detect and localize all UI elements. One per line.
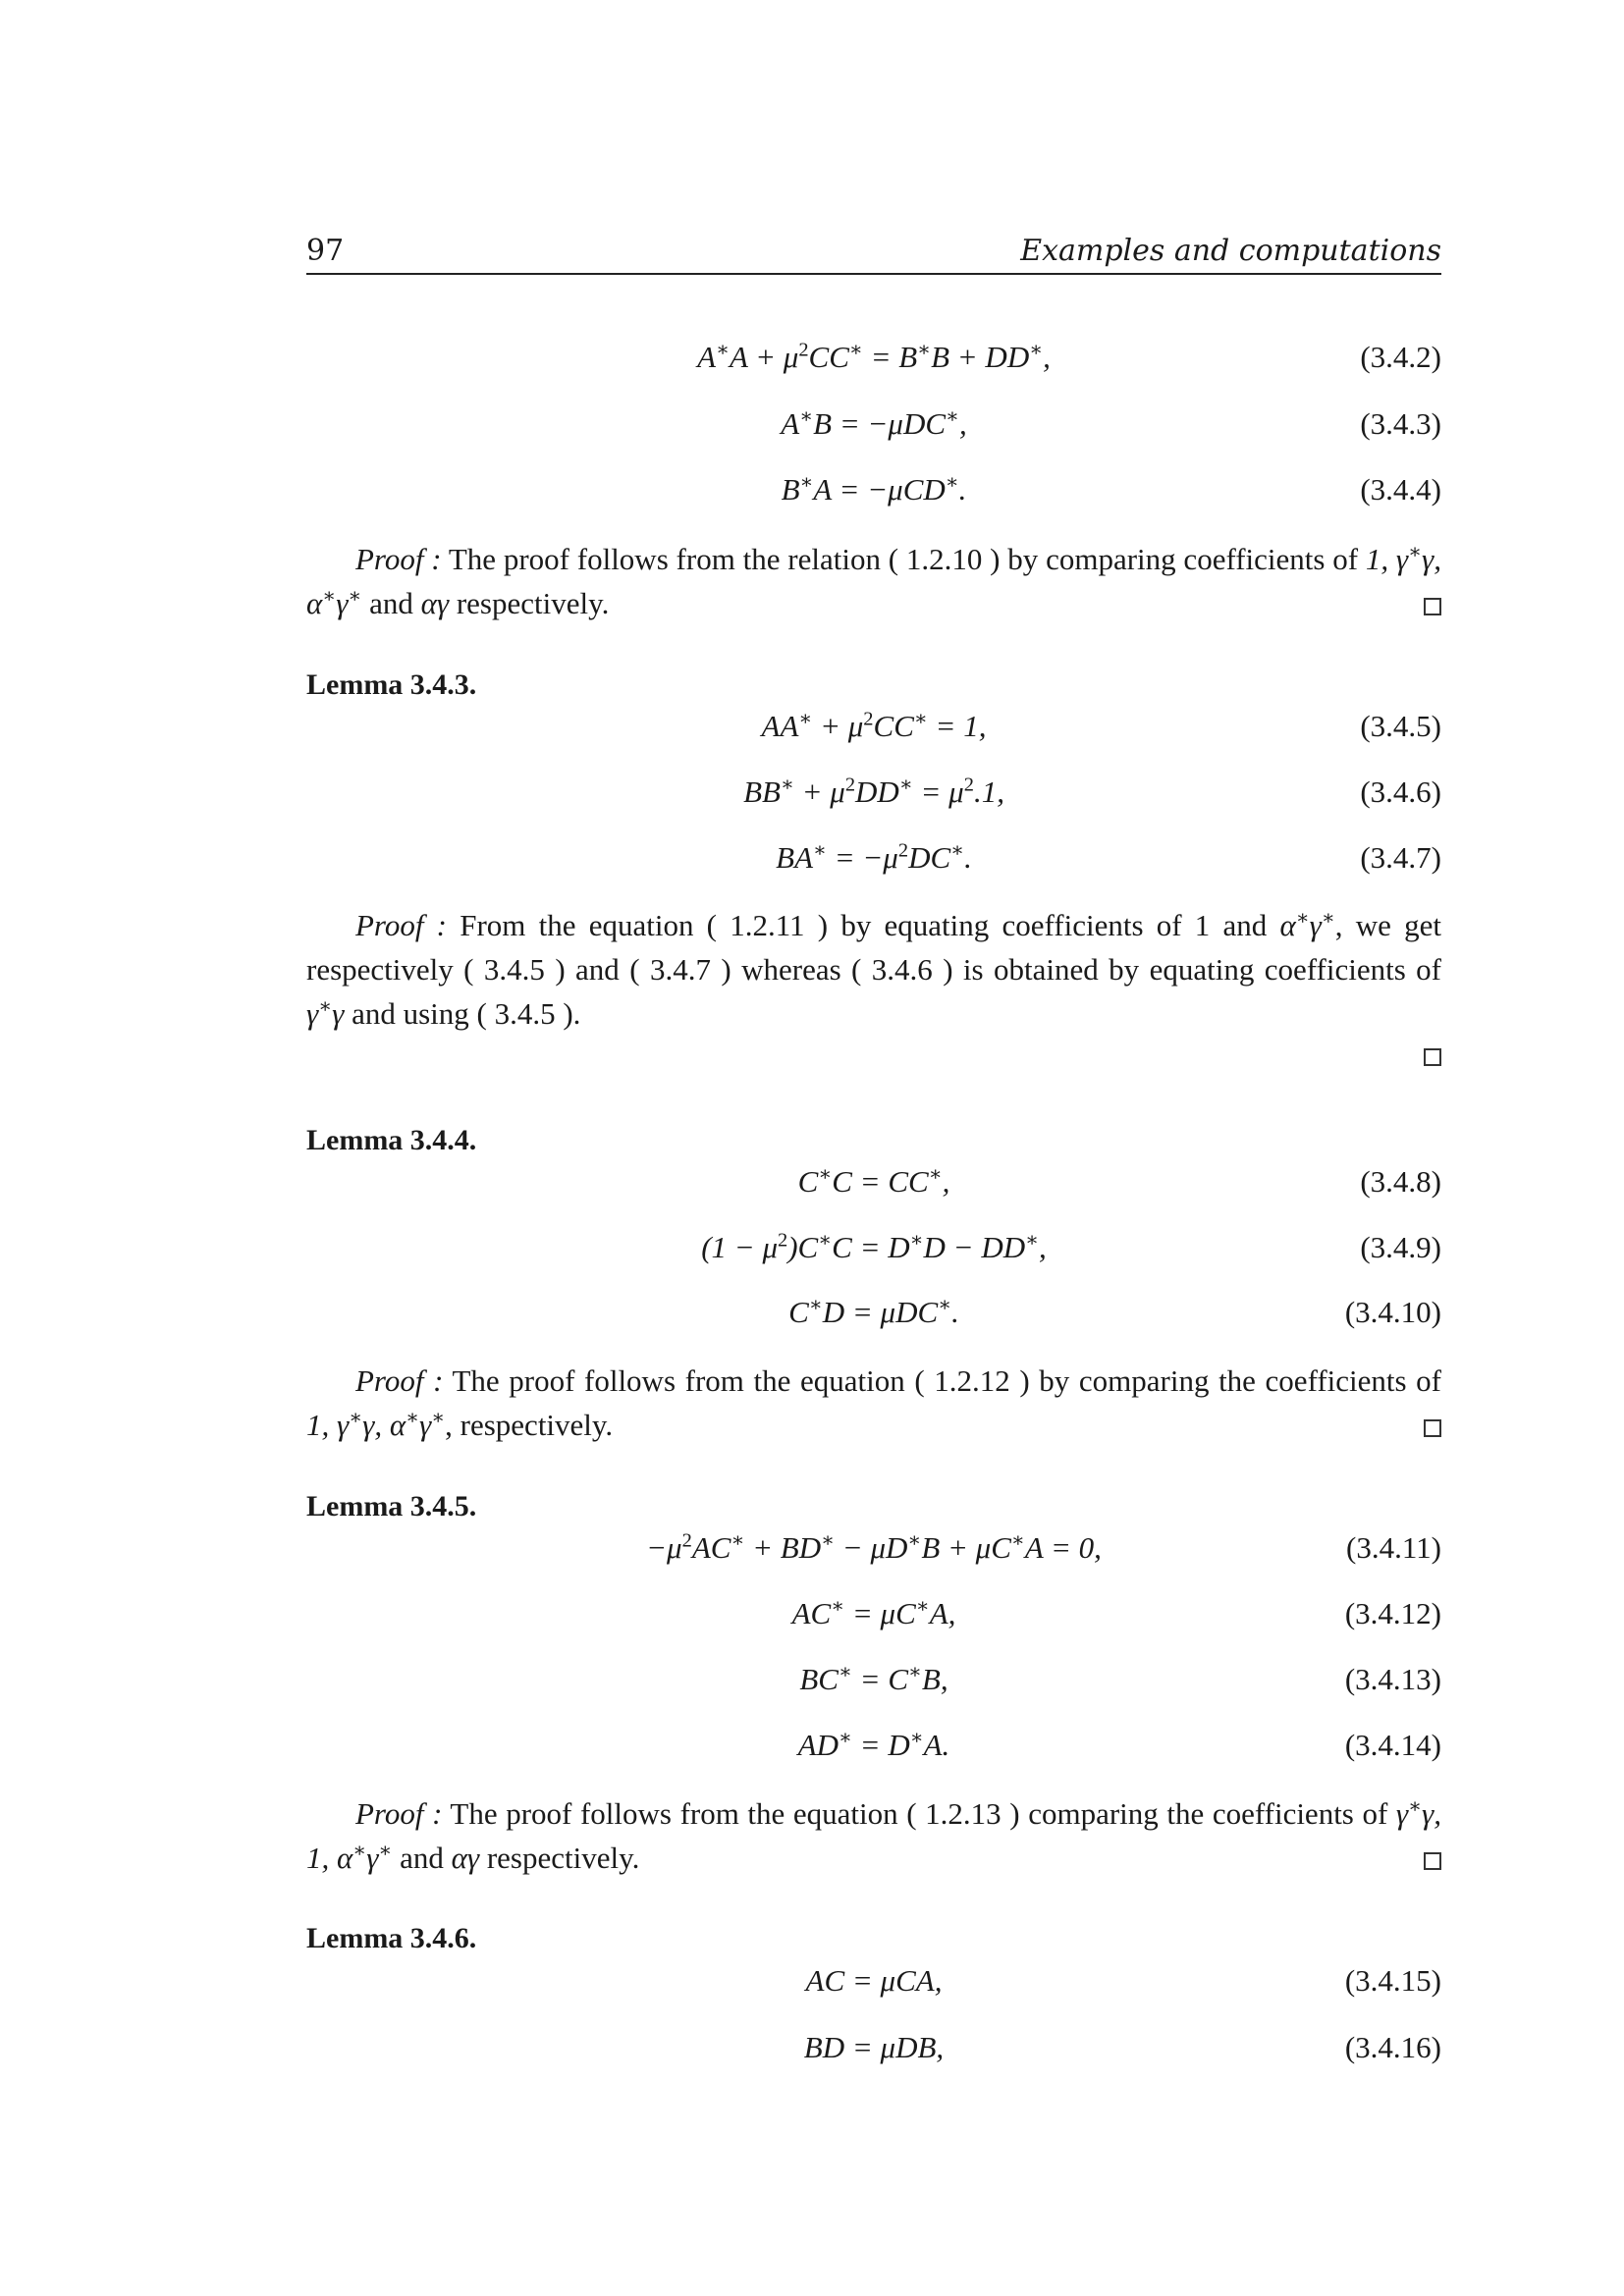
- proof-label: Proof :: [355, 908, 448, 942]
- equation-3-4-11: [306, 1530, 1441, 1574]
- equation-number: (3.4.5): [1360, 709, 1441, 743]
- equation-number: (3.4.8): [1360, 1164, 1441, 1199]
- lemma-heading: Lemma 3.4.6.: [306, 1922, 477, 1954]
- equation-3-4-14: [306, 1728, 1441, 1771]
- proof-label: Proof :: [355, 542, 442, 576]
- proof-paragraph: Proof : The proof follows from the equation ( 1.2.12 ) by comparing the coefficients of 1, γ∗γ, α∗γ∗, respectively.: [306, 1363, 1442, 1442]
- equation-3-4-8: [306, 1164, 1441, 1207]
- lemma-heading: Lemma 3.4.3.: [306, 668, 477, 701]
- lemma-heading: Lemma 3.4.4.: [306, 1124, 477, 1156]
- proof-paragraph: Proof : From the equation ( 1.2.11 ) by equating coefficients of 1 and α∗γ∗, we get respectively ( 3.4.5 ) and ( 3.4.7 ) whereas ( 3.4.6 ) is obtained by equating coefficients of γ∗γ and using ( 3.4.5 ).: [306, 907, 1441, 1031]
- equation-body: $BA^∗ = -\mu^2DC^∗$.: [776, 839, 972, 875]
- equation-number: (3.4.7): [1360, 840, 1441, 875]
- equation-3-4-5: [306, 709, 1441, 752]
- equation-number: (3.4.11): [1346, 1530, 1441, 1565]
- running-header: [306, 234, 1441, 275]
- qed-symbol: [1424, 1419, 1441, 1437]
- equation-3-4-7: [306, 840, 1441, 883]
- equation-number: (3.4.13): [1344, 1662, 1441, 1696]
- lemma-heading: Lemma 3.4.5.: [306, 1490, 477, 1522]
- equation-body: AC∗ = μC∗A,: [791, 1595, 956, 1630]
- proof-label: Proof :: [355, 1363, 444, 1398]
- equation-body: A∗B = −μDC∗,: [781, 405, 967, 441]
- equation-body: $BB^∗ + \mu^2DD^∗ = \mu^2.1$,: [743, 774, 1004, 809]
- equation-body: BD = μDB,: [803, 2030, 945, 2064]
- equation-3-4-4: [306, 472, 1441, 515]
- equation-3-4-16: [306, 2030, 1441, 2073]
- equation-3-4-12: [306, 1596, 1441, 1639]
- qed-symbol: [1424, 1048, 1441, 1066]
- equation-body: $A^∗A + \mu^2CC^∗ = B^∗B + DD^∗$,: [697, 339, 1051, 374]
- equation-body: $(1 - \mu^2)C^∗C = D^∗D - DD^∗$,: [701, 1229, 1047, 1264]
- equation-3-4-2: [306, 340, 1441, 383]
- equation-3-4-9: [306, 1230, 1441, 1273]
- equation-3-4-13: [306, 1662, 1441, 1705]
- equation-number: (3.4.2): [1360, 340, 1441, 374]
- equation-number: (3.4.15): [1344, 1963, 1441, 1998]
- equation-number: (3.4.16): [1344, 2030, 1441, 2064]
- equation-number: (3.4.12): [1344, 1596, 1441, 1630]
- equation-body: BC∗ = C∗B,: [799, 1661, 948, 1696]
- equation-number: (3.4.10): [1344, 1295, 1441, 1329]
- equation-3-4-3: [306, 406, 1441, 450]
- page-number: 97: [306, 234, 345, 268]
- equation-body: $AA^∗ + \mu^2CC^∗ = 1$,: [761, 708, 987, 743]
- equation-3-4-10: [306, 1295, 1441, 1338]
- equation-number: (3.4.14): [1344, 1728, 1441, 1762]
- equation-body: $-\mu^2AC^∗ + BD^∗ - \mu D^∗B + \mu C^∗A = 0$,: [646, 1529, 1102, 1565]
- running-title: Examples and computations: [1020, 234, 1441, 268]
- qed-symbol: [1424, 1852, 1441, 1870]
- qed-symbol: [1424, 598, 1441, 615]
- equation-body: AC = μCA,: [805, 1963, 943, 1998]
- equation-3-4-15: [306, 1963, 1441, 2006]
- equation-body: AD∗ = D∗A.: [797, 1727, 950, 1762]
- equation-body: B∗A = −μCD∗.: [781, 471, 967, 507]
- proof-paragraph: Proof : The proof follows from the relation ( 1.2.10 ) by comparing coefficients of 1, γ∗γ, α∗γ∗ and αγ respectively.: [306, 541, 1442, 620]
- proof-label: Proof :: [355, 1796, 443, 1831]
- equation-body: C∗C = CC∗,: [797, 1163, 950, 1199]
- proof-paragraph: Proof : The proof follows from the equation ( 1.2.13 ) comparing the coefficients of γ∗γ, 1, α∗γ∗ and αγ respectively.: [306, 1795, 1441, 1875]
- equation-body: C∗D = μDC∗.: [788, 1294, 959, 1329]
- equation-number: (3.4.3): [1360, 406, 1441, 441]
- equation-number: (3.4.6): [1360, 774, 1441, 809]
- equation-3-4-6: [306, 774, 1441, 818]
- equation-number: (3.4.4): [1360, 472, 1441, 507]
- equation-number: (3.4.9): [1360, 1230, 1441, 1264]
